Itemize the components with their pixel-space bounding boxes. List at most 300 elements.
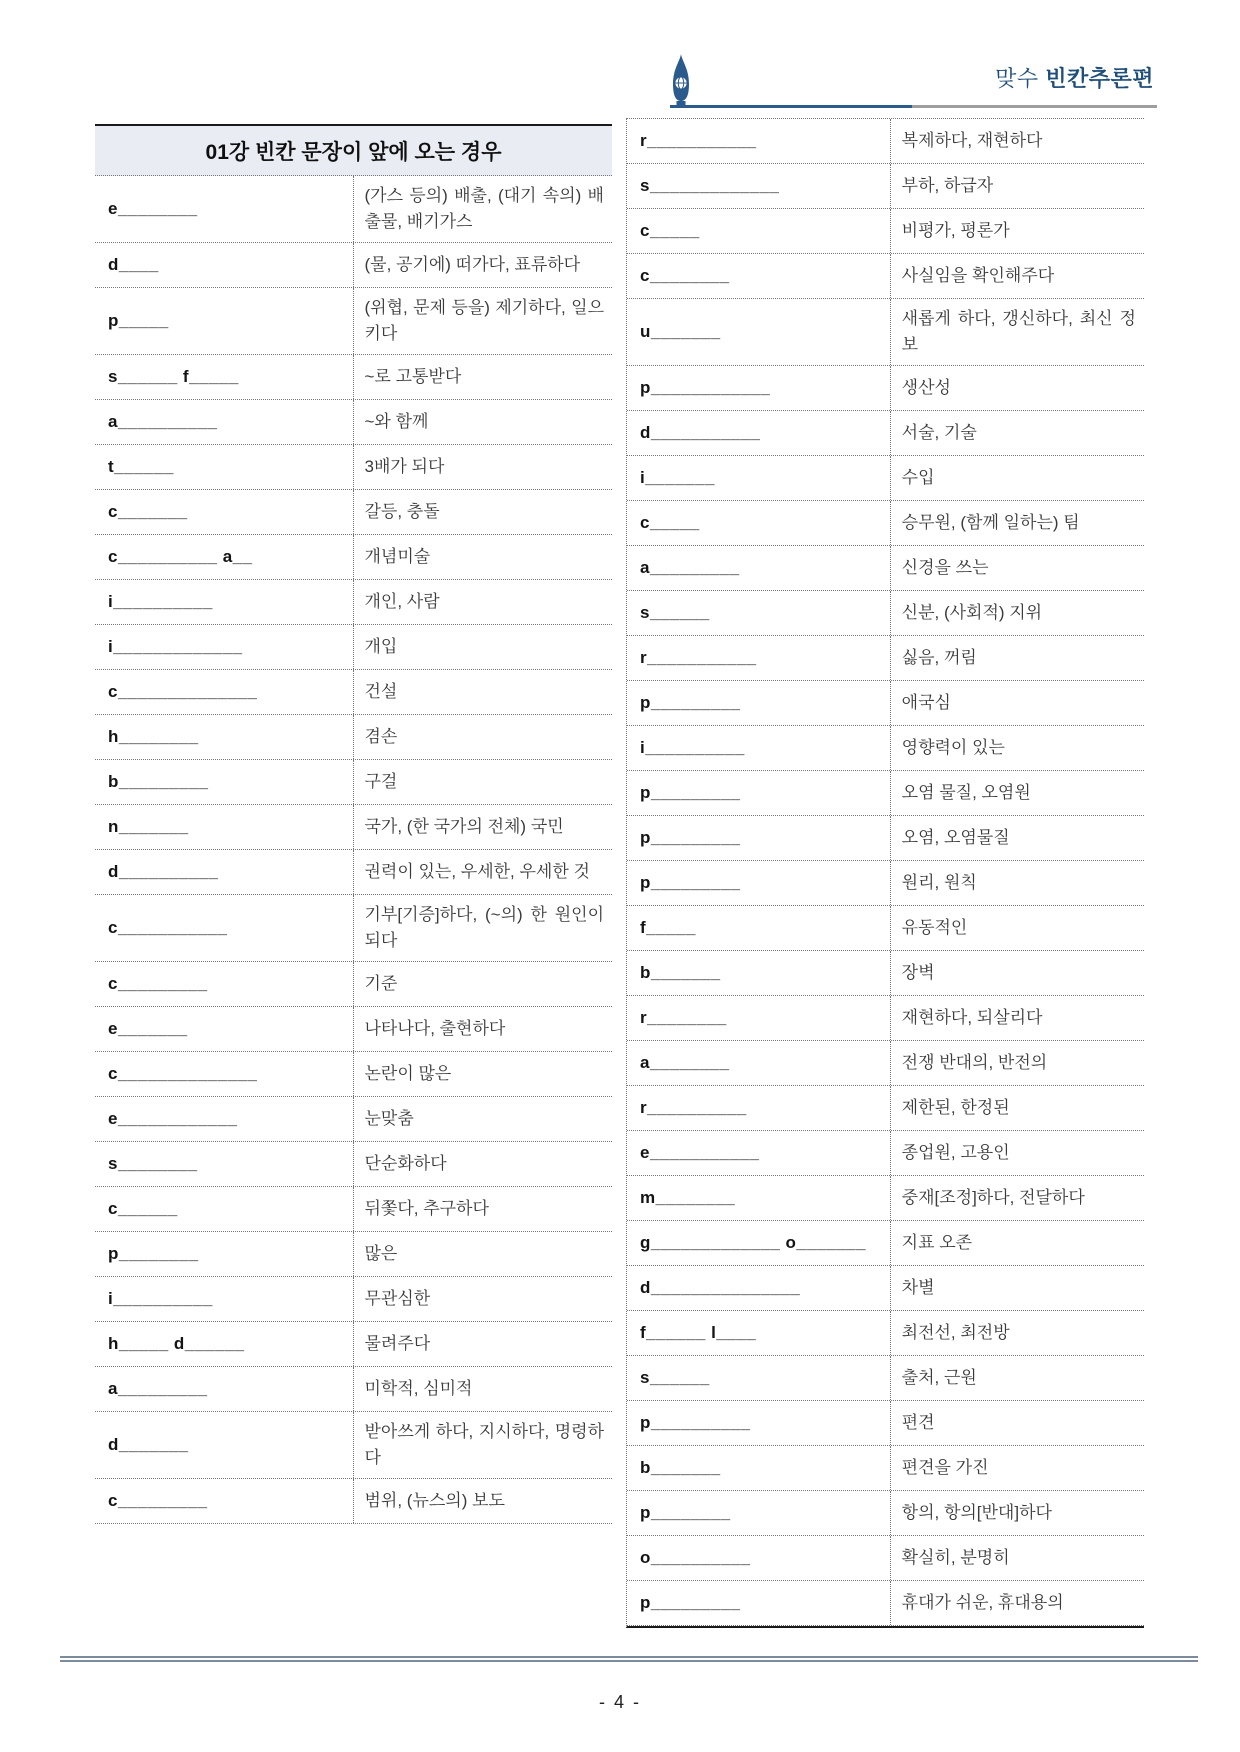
word-blank-cell [627,1536,891,1580]
vocab-row [627,1086,1144,1131]
word-blank-text: n_______ [108,817,189,836]
meaning-text: 편견 [901,1413,935,1432]
word-blank-text: p_________ [640,828,741,847]
vocab-row [95,805,612,850]
vocab-row [95,1367,612,1412]
word-blank-text: p________ [108,1244,199,1263]
word-blank-text: i_____________ [108,637,243,656]
meaning-cell [891,1401,1144,1445]
word-blank-text: f______ l____ [640,1323,757,1342]
vocab-row [95,490,612,535]
meaning-text: 갈등, 충돌 [364,502,440,521]
meaning-cell [354,490,613,534]
word-blank-cell [95,760,354,804]
word-blank-cell [95,625,354,669]
word-blank-text: u_______ [640,322,721,341]
vocab-row [627,816,1144,861]
word-blank-cell [627,771,891,815]
meaning-text: (물, 공기에) 떠가다, 표류하다 [364,255,581,274]
meaning-cell [891,1041,1144,1085]
brand-title-bold: 빈칸추론편 [1045,66,1154,91]
word-blank-text: b_______ [640,963,721,982]
meaning-text: 개념미술 [364,547,431,566]
word-blank-cell [95,805,354,849]
header-rule-blue [670,105,912,108]
vocab-row [95,895,612,962]
meaning-text: 편견을 가진 [901,1458,989,1477]
word-blank-cell [95,850,354,894]
word-blank-text: c______________ [108,682,258,701]
word-blank-cell [95,1007,354,1051]
word-blank-text: c_______ [108,502,188,521]
vocab-row [95,355,612,400]
word-blank-cell [95,176,354,242]
word-blank-cell [627,1266,891,1310]
meaning-text: 개인, 사람 [364,592,440,611]
meaning-text: 비평가, 평론가 [901,221,1010,240]
word-blank-text: p_________ [640,1593,741,1612]
word-blank-cell [627,1581,891,1625]
vocab-row [627,996,1144,1041]
word-blank-cell [95,895,354,961]
meaning-cell [354,805,613,849]
vocab-row [627,1401,1144,1446]
meaning-text: 논란이 많은 [364,1064,452,1083]
meaning-text: 사실임을 확인해주다 [901,266,1055,285]
meaning-cell [891,1491,1144,1535]
meaning-cell [891,254,1144,298]
word-blank-text: a_________ [640,558,740,577]
word-blank-text: a_________ [108,1379,208,1398]
word-blank-text: p____________ [640,378,771,397]
word-blank-text: r________ [640,1008,727,1027]
word-blank-cell [95,445,354,489]
meaning-text: (가스 등의) 배출, (대기 속의) 배출물, 배기가스 [364,186,604,231]
meaning-text: 겸손 [364,727,398,746]
word-blank-text: h________ [108,727,199,746]
vocab-row [627,861,1144,906]
meaning-cell [891,1176,1144,1220]
vocab-row [95,715,612,760]
meaning-cell [891,546,1144,590]
vocab-row [627,1221,1144,1266]
meaning-text: 미학적, 심미적 [364,1379,473,1398]
meaning-cell [891,456,1144,500]
word-blank-text: r__________ [640,1098,747,1117]
vocab-row [95,1479,612,1524]
meaning-cell [354,1232,613,1276]
meaning-cell [354,176,613,242]
vocab-row [95,580,612,625]
meaning-cell [891,366,1144,410]
word-blank-cell [627,816,891,860]
meaning-cell [354,895,613,961]
meaning-cell [354,962,613,1006]
word-blank-cell [95,288,354,354]
meaning-cell [891,411,1144,455]
vocab-row [627,1311,1144,1356]
word-blank-cell [627,1176,891,1220]
word-blank-text: c___________ [108,918,228,937]
meaning-text: 유동적인 [901,918,968,937]
word-blank-cell [627,1401,891,1445]
word-blank-cell [95,1142,354,1186]
word-blank-cell [95,715,354,759]
word-blank-text: g_____________ o_______ [640,1233,867,1252]
word-blank-text: o__________ [640,1548,751,1567]
word-blank-cell [95,1479,354,1523]
meaning-text: 최전선, 최전방 [901,1323,1010,1342]
word-blank-text: i__________ [108,592,213,611]
word-blank-cell [95,1097,354,1141]
meaning-cell [891,996,1144,1040]
word-blank-cell [627,366,891,410]
meaning-cell [354,580,613,624]
vocab-row [627,1356,1144,1401]
vocab-row [95,1412,612,1479]
meaning-cell [891,1581,1144,1625]
word-blank-cell [627,996,891,1040]
vocab-row [95,1007,612,1052]
meaning-text: 제한된, 한정된 [901,1098,1010,1117]
word-blank-text: a________ [640,1053,730,1072]
meaning-text: 서술, 기술 [901,423,977,442]
word-blank-text: b_______ [640,1458,721,1477]
meaning-text: 많은 [364,1244,398,1263]
word-blank-text: c______ [108,1199,178,1218]
meaning-text: 물려주다 [364,1334,431,1353]
meaning-cell [891,119,1144,163]
vocab-row [627,254,1144,299]
word-blank-text: i_______ [640,468,715,487]
vocab-row [627,1041,1144,1086]
meaning-text: 항의, 항의[반대]하다 [901,1503,1052,1522]
word-blank-cell [95,400,354,444]
meaning-text: 개입 [364,637,398,656]
word-blank-cell [627,546,891,590]
meaning-text: 확실히, 분명히 [901,1548,1010,1567]
meaning-cell [891,726,1144,770]
word-blank-text: c_________ [108,1491,208,1510]
word-blank-cell [627,456,891,500]
meaning-text: 출처, 근원 [901,1368,977,1387]
meaning-text: ~와 함께 [364,412,429,431]
vocab-row [95,400,612,445]
vocab-row [95,1232,612,1277]
meaning-text: 단순화하다 [364,1154,447,1173]
vocab-rows-left [95,176,612,1524]
word-blank-text: c_____ [640,513,700,532]
meaning-text: 신분, (사회적) 지위 [901,603,1043,622]
meaning-cell [354,1277,613,1321]
meaning-cell [354,535,613,579]
vocab-row [627,1446,1144,1491]
vocab-row [627,1536,1144,1581]
word-blank-text: r___________ [640,648,757,667]
meaning-text: 휴대가 쉬운, 휴대용의 [901,1593,1064,1612]
meaning-cell [354,243,613,287]
word-blank-cell [95,1367,354,1411]
meaning-cell [354,1007,613,1051]
meaning-cell [891,591,1144,635]
word-blank-text: c_____ [640,221,700,240]
word-blank-text: c__________ a__ [108,547,253,566]
vocab-row [95,445,612,490]
vocab-row [627,636,1144,681]
vocab-row [627,164,1144,209]
word-blank-cell [95,670,354,714]
word-blank-text: s_____________ [640,176,780,195]
pen-nib-globe-icon [668,54,694,107]
meaning-cell [354,288,613,354]
meaning-cell [354,1187,613,1231]
word-blank-cell [627,951,891,995]
vocab-row [627,1176,1144,1221]
word-blank-cell [627,119,891,163]
word-blank-text: e___________ [640,1143,760,1162]
vocab-row [627,591,1144,636]
meaning-text: 권력이 있는, 우세한, 우세한 것 [364,862,590,881]
meaning-cell [354,715,613,759]
meaning-cell [354,1367,613,1411]
word-blank-text: s________ [108,1154,198,1173]
meaning-cell [891,209,1144,253]
vocab-rows-right [627,119,1144,1626]
word-blank-text: a__________ [108,412,218,431]
word-blank-text: c_________ [108,974,208,993]
meaning-cell [891,1086,1144,1130]
meaning-cell [891,636,1144,680]
word-blank-text: h_____ d______ [108,1334,245,1353]
meaning-text: 오염, 오염물질 [901,828,1010,847]
word-blank-text: e____________ [108,1109,238,1128]
word-blank-cell [95,1187,354,1231]
vocab-row [627,411,1144,456]
vocab-row [95,670,612,715]
meaning-cell [354,1052,613,1096]
word-blank-text: s______ [640,1368,710,1387]
word-blank-cell [627,1086,891,1130]
meaning-text: 전쟁 반대의, 반전의 [901,1053,1048,1072]
word-blank-text: p__________ [640,1413,751,1432]
vocab-row [627,1581,1144,1626]
vocab-row [627,681,1144,726]
vocab-table-left [95,124,612,1524]
word-blank-text: e_______ [108,1019,188,1038]
meaning-cell [891,299,1144,365]
word-blank-text: c________ [640,266,730,285]
vocab-row [95,243,612,288]
meaning-cell [354,850,613,894]
vocab-row [627,1266,1144,1311]
meaning-cell [354,1479,613,1523]
vocab-row [95,1052,612,1097]
page-number: - 4 - [598,1692,641,1712]
word-blank-cell [95,1412,354,1478]
word-blank-cell [95,355,354,399]
footer-divider [60,1656,1198,1662]
vocab-row [627,209,1144,254]
word-blank-text: m________ [640,1188,736,1207]
vocab-row [627,726,1144,771]
meaning-cell [354,355,613,399]
meaning-cell [354,625,613,669]
word-blank-text: d____ [108,255,159,274]
word-blank-text: d_______________ [640,1278,801,1297]
meaning-cell [891,1131,1144,1175]
meaning-cell [891,1221,1144,1265]
word-blank-cell [627,636,891,680]
vocab-row [95,1142,612,1187]
word-blank-cell [627,501,891,545]
word-blank-text: p_________ [640,693,741,712]
vocab-row [627,771,1144,816]
word-blank-cell [95,1052,354,1096]
meaning-text: 새롭게 하다, 갱신하다, 최신 정보 [901,309,1136,354]
meaning-text: 신경을 쓰는 [901,558,989,577]
meaning-text: 재현하다, 되살리다 [901,1008,1043,1027]
meaning-text: 종업원, 고용인 [901,1143,1010,1162]
meaning-text: 국가, (한 국가의 전체) 국민 [364,817,564,836]
word-blank-cell [627,209,891,253]
vocab-row [95,288,612,355]
vocab-row [95,850,612,895]
word-blank-text: d__________ [108,862,219,881]
vocab-row [95,176,612,243]
meaning-cell [354,1412,613,1478]
meaning-cell [891,164,1144,208]
header-rule-gray [912,105,1157,108]
word-blank-text: r___________ [640,131,757,150]
vocab-row [627,1131,1144,1176]
meaning-cell [891,1356,1144,1400]
meaning-cell [354,1142,613,1186]
word-blank-cell [95,962,354,1006]
word-blank-cell [627,1356,891,1400]
vocab-row [95,535,612,580]
word-blank-text: t______ [108,457,174,476]
meaning-text: 복제하다, 재현하다 [901,131,1043,150]
vocab-row [627,906,1144,951]
meaning-text: 영향력이 있는 [901,738,1005,757]
meaning-cell [891,861,1144,905]
word-blank-cell [95,243,354,287]
meaning-cell [891,1446,1144,1490]
word-blank-text: f_____ [640,918,696,937]
meaning-cell [891,951,1144,995]
meaning-text: 생산성 [901,378,951,397]
vocab-row [95,1322,612,1367]
word-blank-text: p_________ [640,873,741,892]
meaning-text: 3배가 되다 [364,457,445,476]
meaning-text: 차별 [901,1278,935,1297]
vocab-row [95,1097,612,1142]
meaning-text: 장벽 [901,963,935,982]
meaning-text: 구걸 [364,772,398,791]
vocab-table-right [626,118,1144,1628]
meaning-cell [354,670,613,714]
vocab-row [627,119,1144,164]
meaning-text: 나타나다, 출현하다 [364,1019,506,1038]
vocab-row [95,962,612,1007]
meaning-text: 수입 [901,468,935,487]
meaning-cell [891,906,1144,950]
word-blank-text: c______________ [108,1064,258,1083]
word-blank-text: p________ [640,1503,731,1522]
word-blank-text: i__________ [108,1289,213,1308]
meaning-cell [354,1322,613,1366]
meaning-text: 범위, (뉴스의) 보도 [364,1491,505,1510]
vocab-row [627,366,1144,411]
meaning-text: 기준 [364,974,398,993]
word-blank-cell [95,1322,354,1366]
word-blank-text: b_________ [108,772,209,791]
meaning-text: 중재[조정]하다, 전달하다 [901,1188,1085,1207]
vocab-row [95,625,612,670]
meaning-cell [354,1097,613,1141]
word-blank-cell [627,591,891,635]
vocab-row [627,456,1144,501]
word-blank-cell [95,580,354,624]
meaning-text: 받아쓰게 하다, 지시하다, 명령하다 [364,1422,604,1467]
meaning-cell [354,400,613,444]
meaning-text: 애국심 [901,693,951,712]
word-blank-text: e________ [108,199,198,218]
vocab-row [627,546,1144,591]
word-blank-text: s______ f_____ [108,367,239,386]
word-blank-cell [627,1221,891,1265]
vocab-row [627,299,1144,366]
word-blank-cell [627,299,891,365]
meaning-cell [891,1311,1144,1355]
vocab-row [95,760,612,805]
vocab-row [95,1187,612,1232]
word-blank-cell [95,535,354,579]
word-blank-cell [95,1277,354,1321]
word-blank-cell [627,1446,891,1490]
word-blank-cell [627,1131,891,1175]
word-blank-cell [95,490,354,534]
meaning-text: 승무원, (함께 일하는) 팀 [901,513,1080,532]
word-blank-cell [627,1041,891,1085]
meaning-text: 원리, 원칙 [901,873,977,892]
meaning-text: (위협, 문제 등을) 제기하다, 일으키다 [364,298,604,343]
meaning-text: 건설 [364,682,398,701]
word-blank-text: p_____ [108,311,169,330]
word-blank-text: i__________ [640,738,745,757]
vocab-row [627,951,1144,996]
word-blank-cell [627,1491,891,1535]
lesson-title: 01강 빈칸 문장이 앞에 오는 경우 [95,124,612,176]
word-blank-cell [627,164,891,208]
meaning-cell [354,445,613,489]
meaning-text: 눈맞춤 [364,1109,414,1128]
word-blank-cell [627,861,891,905]
word-blank-cell [627,681,891,725]
meaning-text: 무관심한 [364,1289,431,1308]
meaning-cell [891,1536,1144,1580]
vocab-row [627,1491,1144,1536]
vocab-row [95,1277,612,1322]
meaning-text: 부하, 하급자 [901,176,994,195]
meaning-text: 뒤쫓다, 추구하다 [364,1199,489,1218]
word-blank-cell [627,411,891,455]
word-blank-cell [95,1232,354,1276]
meaning-text: ~로 고통받다 [364,367,462,386]
meaning-cell [891,771,1144,815]
word-blank-text: d___________ [640,423,761,442]
word-blank-text: s______ [640,603,710,622]
